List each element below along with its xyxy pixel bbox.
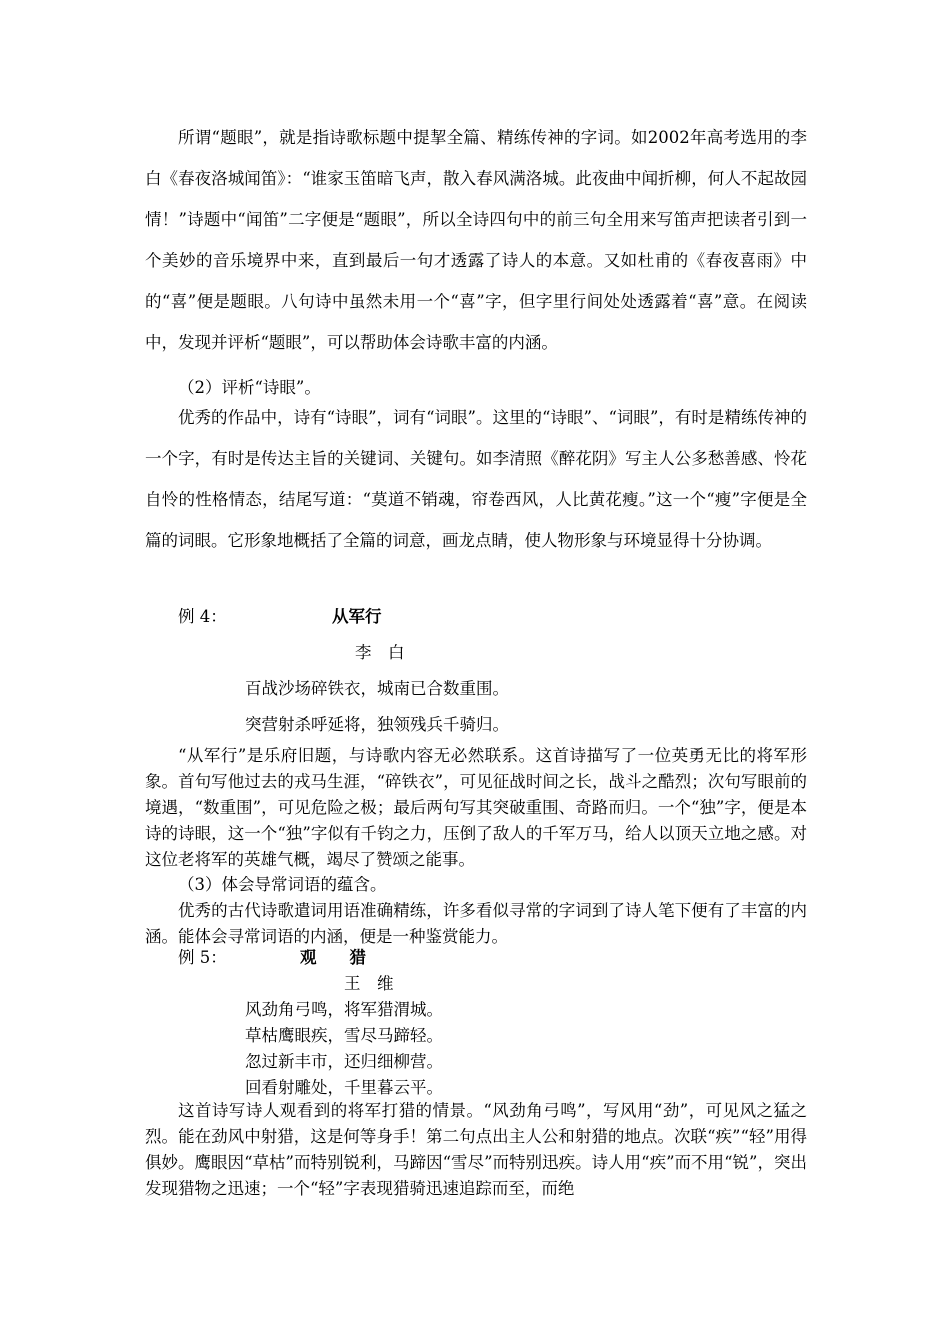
example-4-poem-line: 突营射杀呼延将，独领残兵千骑归。 <box>245 715 509 734</box>
example-5-poem-line: 回看射雕处，千里暮云平。 <box>245 1078 443 1097</box>
section-heading-common-words: （3）体会导常词语的蕴含。 <box>178 875 387 894</box>
example-5-poem-line: 风劲角弓鸣，将军猎渭城。 <box>245 1000 443 1019</box>
paragraph-poem-eye: 优秀的作品中，诗有“诗眼”，词有“词眼”。这里的“诗眼”、“词眼”，有时是精练传神的一个字，有时是传达主旨的关键词、关键句。如李清照《醉花阴》写主人公多愁善感、怜花自怜的性格情态，结尾写道：“莫道不销魂，帘卷西风，人比黄花瘦。”这一个“瘦”字便是全篇的词眼。它形象地概括了全篇的词意，画龙点睛，使人物形象与环境显得十分协调。 <box>145 408 807 550</box>
example-5-poem-line: 草枯鹰眼疾，雪尽马蹄轻。 <box>245 1026 443 1045</box>
example-4-title: 从军行 <box>332 607 382 626</box>
example-5-label: 例 5： <box>178 948 227 967</box>
paragraph-title-eye: 所谓“题眼”，就是指诗歌标题中提挈全篇、精练传神的字词。如2002年高考选用的李白《春夜洛城闻笛》：“谁家玉笛暗飞声，散入春风满洛城。此夜曲中闻折柳，何人不起故园情！”诗题中“闻笛”二字便是“题眼”，所以全诗四句中的前三句全用来写笛声把读者引到一个美妙的音乐境界中来，直到最后一句才透露了诗人的本意。又如杜甫的《春夜喜雨》中的“喜”便是题眼。八句诗中虽然未用一个“喜”字，但字里行间处处透露着“喜”意。在阅读中，发现并评析“题眼”，可以帮助体会诗歌丰富的内涵。 <box>145 128 807 352</box>
paragraph-commentary-5: 这首诗写诗人观看到的将军打猎的情景。“风劲角弓鸣”，写风用“劲”，可见风之猛之烈。能在劲风中射猎，这是何等身手！第二句点出主人公和射猎的地点。次联“疾”“轻”用得俱妙。鹰眼因“草枯”而特别锐利，马蹄因“雪尽”而特别迅疾。诗人用“疾”而不用“锐”，突出发现猎物之迅速；一个“轻”字表现猎骑迅速追踪而至，而绝 <box>145 1101 807 1198</box>
paragraph-commentary-4: “从军行”是乐府旧题，与诗歌内容无必然联系。这首诗描写了一位英勇无比的将军形象。首句写他过去的戎马生涯，“碎铁衣”，可见征战时间之长，战斗之酷烈；次句写眼前的境遇，“数重围”，可见危险之极；最后两句写其突破重围、奇路而归。一个“独”字，便是本诗的诗眼，这一个“独”字似有千钧之力，压倒了敌人的千军万马，给人以顶天立地之感。对这位老将军的英雄气概，竭尽了赞颂之能事。 <box>145 746 807 869</box>
example-4-author: 李 白 <box>355 643 405 662</box>
example-5-poem-line: 忽过新丰市，还归细柳营。 <box>245 1052 443 1071</box>
example-4-poem-line: 百战沙场碎铁衣，城南已合数重围。 <box>245 679 509 698</box>
example-5-title: 观 猎 <box>300 948 366 967</box>
paragraph-common-words: 优秀的古代诗歌遣词用语准确精练，许多看似寻常的字词到了诗人笔下便有了丰富的内涵。能体会寻常词语的内涵，便是一种鉴赏能力。 <box>145 901 807 946</box>
example-4-label: 例 4： <box>178 607 227 626</box>
section-heading-poem-eye: （2）评析“诗眼”。 <box>178 378 321 397</box>
example-5-author: 王 维 <box>344 974 394 993</box>
